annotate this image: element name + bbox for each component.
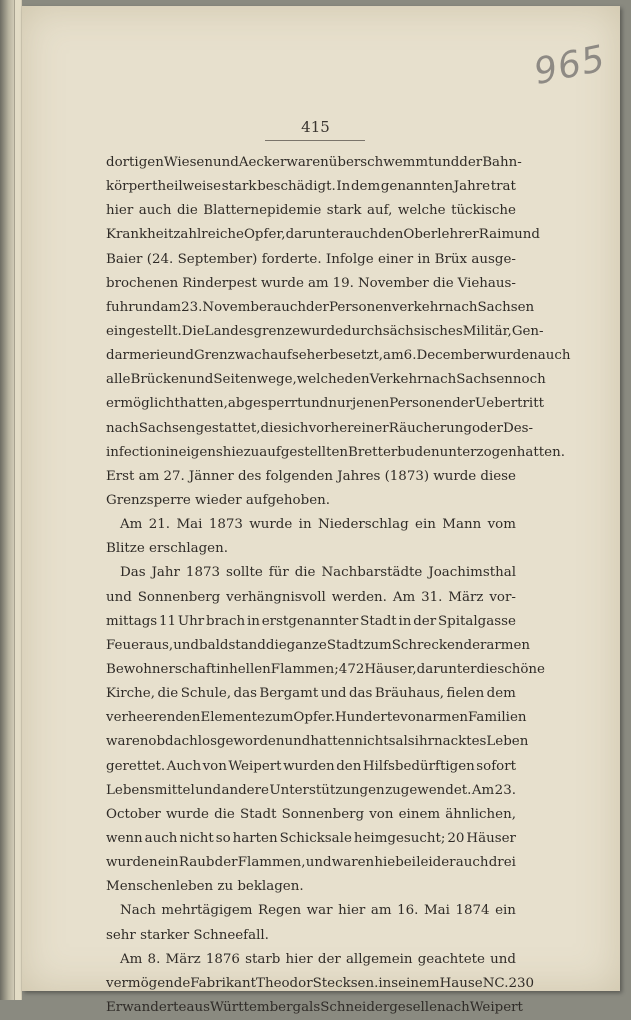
text-line: wenn auch nicht so harten Schicksale heimgesucht; 20 Häuser: [106, 830, 516, 846]
text-line: brochenen Rinderpest wurde am 19. November die Viehaus-: [106, 275, 516, 291]
page-number: 415: [301, 118, 330, 136]
pencil-annotation: 965: [530, 38, 610, 94]
text-line: Erst am 27. Jänner des folgenden Jahres (1873) wurde diese: [106, 468, 516, 484]
text-line: Am 8. März 1876 starb hier der allgemein geachtete und: [120, 951, 516, 967]
text-line: darmerie und Grenzwachaufseher besetzt, am 6. December wurden auch: [106, 348, 571, 364]
text-line: waren obdachlos geworden und hatten nichts als ihr nacktes Leben: [106, 734, 529, 750]
text-line: körper theilweise stark beschädigt. In dem genannten Jahre trat: [106, 179, 516, 195]
text-line: gerettet. Auch von Weipert wurden den Hilfsbedürftigen sofort: [106, 758, 516, 774]
text-line: alle Brücken und Seitenwege, welche den Verkehr nach Sachsen noch: [106, 372, 546, 388]
text-line: ermöglicht hatten, abgesperrt und nur jenen Personen der Uebertritt: [106, 396, 544, 412]
text-line: sehr starker Schneefall.: [106, 927, 269, 943]
text-line: Blitze erschlagen.: [106, 541, 228, 557]
text-line: infection in eigens hiezu aufgestellten Bretterbuden unterzogen hatten.: [106, 444, 565, 460]
text-line: dortigen Wiesen und Aecker waren überschwemmt und der Bahn-: [106, 155, 522, 170]
text-line: eingestellt. Die Landesgrenze wurde durch sächsisches Militär, Gen-: [106, 323, 544, 339]
page-number-rule: [265, 140, 365, 141]
text-line: wurden ein Raub der Flammen, und waren hiebei leider auch drei: [106, 855, 516, 871]
text-line: Nach mehrtägigem Regen war hier am 16. Mai 1874 ein: [120, 903, 516, 919]
text-line: fuhr und am 23. November auch der Personenverkehr nach Sachsen: [106, 299, 535, 315]
text-line: nach Sachsen gestattet, die sich vorher einer Räucherung oder Des-: [106, 420, 534, 436]
text-line: und Sonnenberg verhängnisvoll werden. Am 31. März vor-: [106, 589, 516, 605]
text-line: Am 21. Mai 1873 wurde in Niederschlag ein Mann vom: [120, 517, 516, 533]
text-line: Lebensmittel und andere Unterstützungen zugewendet. Am 23.: [106, 782, 516, 798]
text-line: Krankheit zahlreiche Opfer, darunter auch den Oberlehrer Raimund: [106, 227, 540, 243]
text-line: Grenzsperre wieder aufgehoben.: [106, 492, 330, 508]
text-line: hier auch die Blatternepidemie stark auf, welche tückische: [106, 203, 516, 219]
page-edge: [14, 0, 21, 1000]
text-line: October wurde die Stadt Sonnenberg von einem ähnlichen,: [106, 806, 516, 822]
body-text: [106, 151, 571, 1020]
text-line: Er wanderte aus Württemberg als Schneidergeselle nach Weipert: [106, 999, 523, 1015]
text-line: Feuer aus, und bald stand die ganze Stadt zum Schrecken der armen: [106, 637, 531, 653]
text-line: Baier (24. September) forderte. Infolge einer in Brüx ausge-: [106, 251, 516, 267]
text-line: Das Jahr 1873 sollte für die Nachbarstädte Joachimsthal: [120, 565, 516, 581]
text-line: Kirche, die Schule, das Bergamt und das Bräuhaus, fielen dem: [106, 686, 516, 702]
text-line: mittags 11 Uhr brach in erstgenannter Stadt in der Spitalgasse: [106, 613, 516, 629]
text-line: vermögende Fabrikant Theodor Steck sen. in seinem Hause NC. 230: [106, 975, 535, 991]
text-line: Menschenleben zu beklagen.: [106, 879, 304, 895]
text-line: verheerenden Elemente zum Opfer. Hunderte von armen Familien: [106, 710, 527, 726]
text-line: Bewohnerschaft in hellen Flammen; 472 Häuser, darunter die schöne: [106, 661, 545, 677]
